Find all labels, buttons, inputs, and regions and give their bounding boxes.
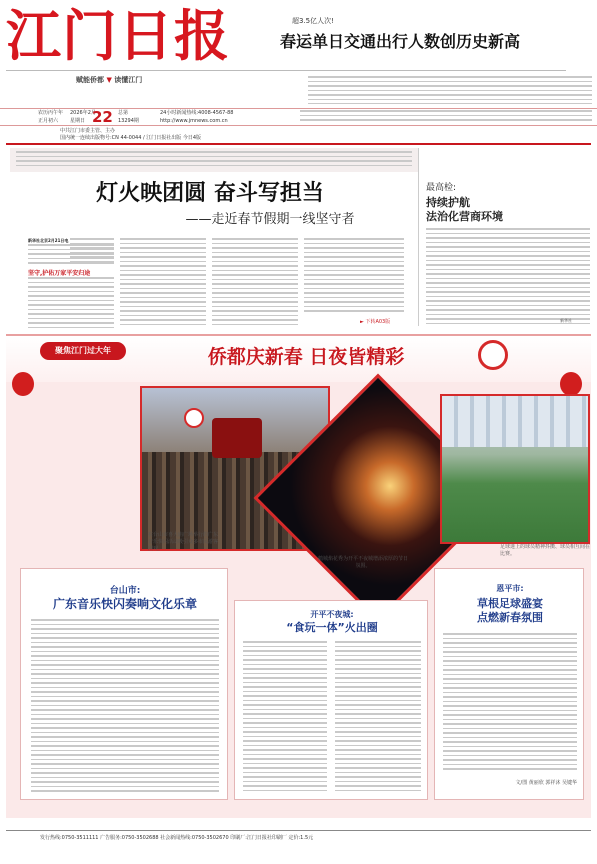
main-story-title[interactable]: 灯火映团圆 奋斗写担当 xyxy=(96,180,324,206)
column-divider xyxy=(418,148,419,326)
top-story-text xyxy=(308,76,592,104)
issue-hotline: 24小时新闻热线:4008-4567-88 xyxy=(160,110,234,116)
story-right-title-a[interactable]: 草根足球盛宴 xyxy=(477,597,543,610)
main-story-dateline: 新华社北京2月21日电 xyxy=(28,238,69,243)
issue-weekday: 星期日 xyxy=(70,118,86,124)
story-center-place: 开平不夜城: xyxy=(310,610,354,619)
side-story-source: 新华社 xyxy=(560,318,572,323)
issue-lunar: 正月初六 xyxy=(38,118,59,124)
story-box-left xyxy=(20,568,228,800)
story-left-place: 台山市: xyxy=(109,586,141,596)
main-story-subhead: 坚守,护佑万家平安归途 xyxy=(28,270,91,277)
story-left-text xyxy=(31,619,219,795)
publisher-line: 中共江门市委主管、主办 xyxy=(60,128,116,134)
serial-line: 国内统一连续出版物号:CN 44-0044 / 江门日报社出版 今日4版 xyxy=(60,135,202,141)
issue-date: 农历丙午年 xyxy=(38,110,64,116)
main-story-col1b xyxy=(28,244,114,266)
ornament-circle-icon xyxy=(478,340,508,370)
top-story-text-2 xyxy=(300,110,592,124)
issue-website[interactable]: http://www.jmnews.com.cn xyxy=(160,118,228,124)
side-story-title-a[interactable]: 持续护航 xyxy=(426,196,470,209)
slogan: 赋能侨都 ▼ 读懂江门 xyxy=(76,76,143,84)
photo-football xyxy=(440,394,590,544)
story-right-title-b[interactable]: 点燃新春氛围 xyxy=(477,611,543,624)
main-story-col4 xyxy=(304,238,404,316)
main-story-col1c xyxy=(28,277,114,329)
main-story-col2 xyxy=(120,238,206,328)
issue-year-line: 2026年2月 xyxy=(70,110,96,116)
top-headline-kicker: 超3.5亿人次! xyxy=(292,17,334,25)
footer-info: 发行热线:0750-3511111 广告服务:0750-3502688 社会新闻热线:0750-3502670 印刷厂:江门日报社印刷厂 定价:1.5元 xyxy=(40,835,314,841)
side-story-kicker: 最高检: xyxy=(426,183,457,193)
caption-left: 在台山市喜大庙广场举行的广东音乐快闪活动吸引众多市民游客围观。 xyxy=(148,532,219,552)
main-story-teaser xyxy=(10,148,418,172)
story-box-center xyxy=(234,600,428,800)
continue-link[interactable]: ► 下转A03版 xyxy=(360,319,391,325)
issue-day-number: 22 xyxy=(92,108,113,126)
story-box-right xyxy=(434,568,584,800)
story-center-col2 xyxy=(335,641,421,797)
story-right-place: 恩平市: xyxy=(496,584,524,593)
side-story-title-b[interactable]: 法治化营商环境 xyxy=(426,210,503,223)
story-center-col1 xyxy=(243,641,327,797)
masthead-rule xyxy=(6,70,566,71)
caption-center: 鹤城焰花秀为开平不夜城增添浓厚的节日氛围。 xyxy=(318,556,409,569)
lantern-icon xyxy=(12,372,34,396)
main-story-subtitle: ——走近春节假期一线坚守者 xyxy=(185,212,355,227)
issue-number: 13294期 xyxy=(118,118,139,124)
header-rule xyxy=(6,143,591,145)
continue-label: 下转A03版 xyxy=(365,319,391,325)
footer-rule xyxy=(6,830,591,831)
masthead-title: 江门日报 xyxy=(6,3,231,68)
byline: 文/图 黄丽欣 郭祥沐 吴键华 xyxy=(515,780,577,786)
side-story-text xyxy=(426,228,590,324)
slogan-b: 读懂江门 xyxy=(114,76,143,84)
story-left-title[interactable]: 广东音乐快闪奏响文化乐章 xyxy=(52,597,197,611)
feature-badge: 聚焦江门过大年 xyxy=(40,342,126,360)
story-right-text xyxy=(443,633,577,773)
ornament-circle-icon xyxy=(184,408,204,428)
lantern-icon xyxy=(560,372,582,396)
top-headline-title[interactable]: 春运单日交通出行人数创历史新高 xyxy=(280,32,521,51)
story-center-title[interactable]: “食玩一体”火出圈 xyxy=(286,621,378,634)
issue-label: 总第 xyxy=(118,110,129,116)
slogan-a: 赋能侨都 xyxy=(76,76,104,84)
caption-right: 足球迷上的球员精神抖擞、球员相互间在比赛。 xyxy=(500,544,591,557)
feature-title[interactable]: 侨都庆新春 日夜皆精彩 xyxy=(207,346,405,368)
main-story-col3 xyxy=(212,238,298,328)
